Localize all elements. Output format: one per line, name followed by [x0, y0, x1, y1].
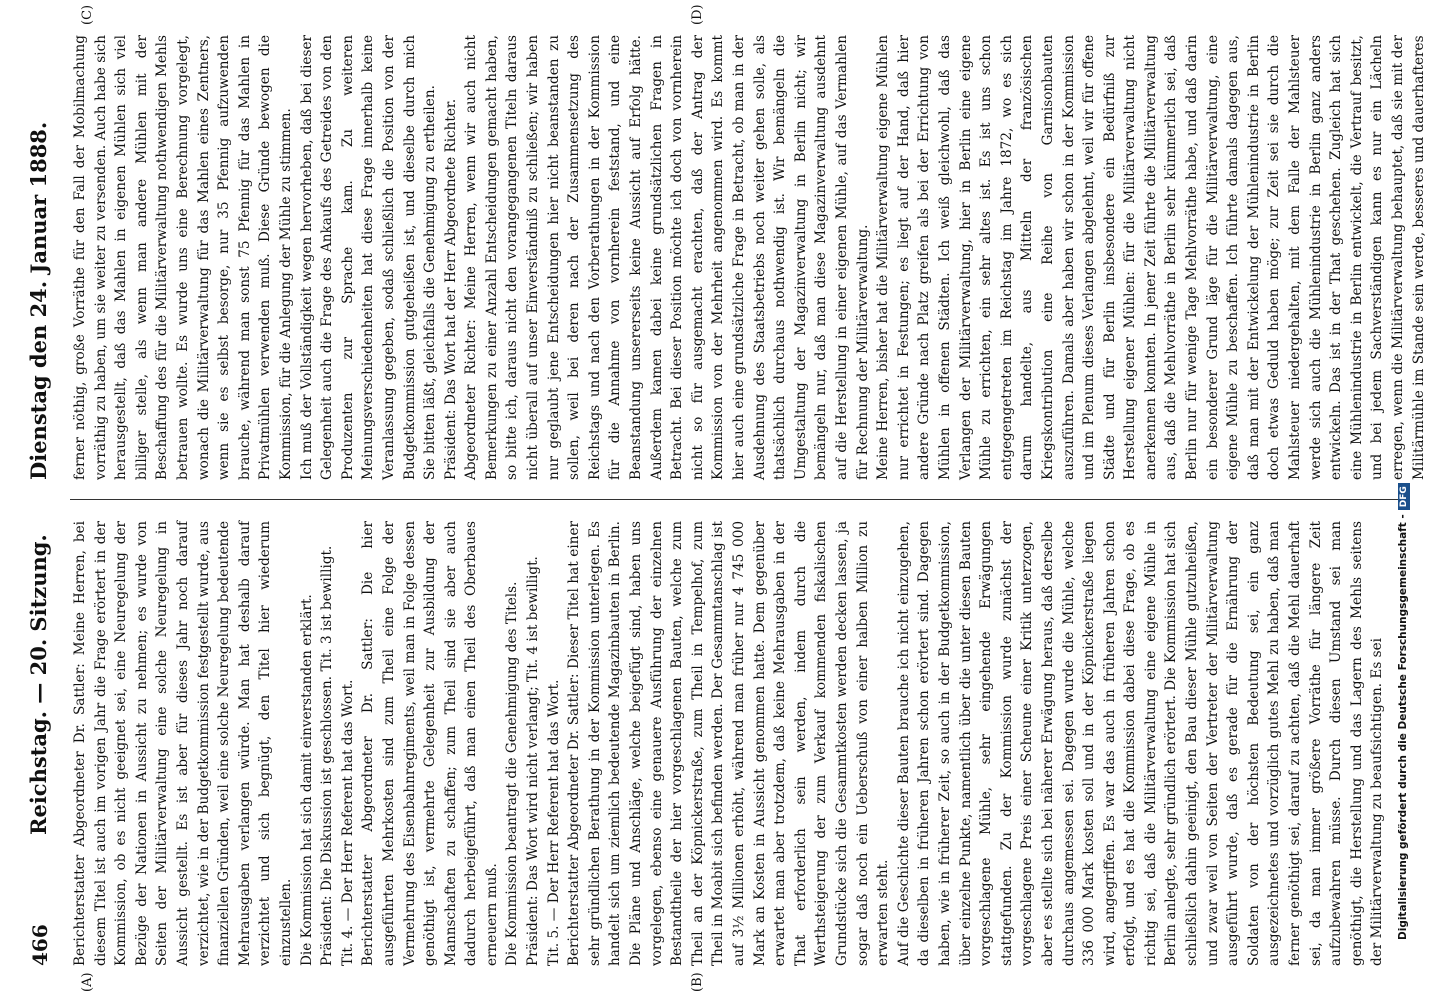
- page-header: [22, 0, 58, 1000]
- digitization-credit-text: Digitalisierung gefördert durch die Deutsche Forschungsgemeinschaft -: [1397, 514, 1409, 940]
- header-left-title: Reichstag. — 20. Sitzung.: [26, 534, 51, 835]
- column-divider: [70, 499, 1410, 500]
- margin-marker-b: (B): [690, 972, 705, 992]
- dfg-logo: DFG: [1398, 483, 1410, 510]
- page-number: 466: [28, 924, 52, 966]
- digitization-credit: [1397, 40, 1427, 940]
- margin-marker-c: (C): [80, 4, 95, 25]
- margin-marker-a: (A): [80, 972, 95, 992]
- text-column-left: Berichterstatter Abgeordneter Dr. Sattler: Meine Herren, bei diesem Titel ist auch im vorigen Jahr die Frage erörtert in der Kommission, ob es nicht geeignet sei, eine Neuregelung der Bezüge der Nationen in Aussicht zu nehmen; es wurde von Seiten der Militärverwaltung eine solche Neuregelung in Aussicht gestellt. Es ist aber für dieses Jahr noch darauf verzichtet, wie in der Budgetkommission festgestellt wurde, aus finanziellen Gründen, weil eine solche Neuregelung bedeutende Mehrausgaben verlangen würde. Man hat deshalb darauf verzichtet und sich begnügt, den Titel hier wiederum einzustellen. Die Kommission hat sich damit einverstanden erklärt. Präsident: Die Diskussion ist geschlossen. Tit. 3 ist bewilligt. Tit. 4. — Der Herr Referent hat das Wort. Berichterstatter Abgeordneter Dr. Sattler: Die hier ausgeführten Mehrkosten sind zum Theil eine Folge der Vermehrung des Eisenbahnregiments, weil man in Folge dessen genöthigt ist, vermehrte Gelegenheit zur Ausbildung der Mannschaften zu schaffen; zum Theil sind sie aber auch dadurch herbeigeführt, daß man einen Theil des Oberbaues erneuern muß. Die Kommission beantragt die Genehmigung des Titels. Präsident: Das Wort wird nicht verlangt; Tit. 4 ist bewilligt. Tit. 5. — Der Herr Referent hat das Wort. Berichterstatter Abgeordneter Dr. Sattler: Dieser Titel hat einer sehr gründlichen Berathung in der Kommission unterlegen. Es handelt sich um ziemlich bedeutende Magazinbauten in Berlin. Die Pläne und Anschläge, welche beigefügt sind, haben uns vorgelegen, ebenso eine genauere Ausführung der einzelnen Bestandtheile der hier vorgeschlagenen Bauten, welche zum Theil an der Köpnickerstraße, zum Theil in Tempelhof, zum Theil in Moabit sich befinden werden. Der Gesammtanschlag ist auf 3½ Millionen erhöht, während man früher nur 4 745 000 Mark an Kosten in Aussicht genommen hatte. Dem gegenüber erwartet man aber trotzdem, daß keine Mehrausgaben in der That erforderlich sein werden, indem durch die Werthsteigerung der zum Verkauf kommenden fiskalischen Grundstücke sich die Gesammtkosten werden decken lassen, ja sogar daß noch ein Ueberschuß von einer halben Million zu erwarten steht. Auf die Geschichte dieser Bauten brauche ich nicht einzugehen, da dieselben in früheren Jahren schon erörtert sind. Dagegen haben, wie in früherer Zeit, so auch in der Budgetkommission, über einzelne Punkte, namentlich über die unter diesen Bauten vorgeschlagene Mühle, sehr eingehende Erwägungen stattgefunden. Zu der Kommission wurde zunächst der vorgeschlagene Preis einer Scheune einer Kritik unterzogen, aber es stellte sich bei näherer Erwägung heraus, daß derselbe durchaus angemessen sei. Dagegen wurde die Mühle, welche 336 000 Mark kosten soll und in der Köpnickerstraße liegen wird, angegriffen. Es war das auch in früheren Jahren schon erfolgt, und es hat die Kommission dabei diese Frage, ob es richtig sei, daß die Militärverwaltung eine eigene Mühle in Berlin anlegte, sehr gründlich erörtert. Die Kommission hat sich schließlich dahin geeinigt, den Bau dieser Mühle gutzuheißen, und zwar weil von Seiten der Vertreter der Militärverwaltung ausgeführt wurde, daß es gerade für die Ernährung der Soldaten von der höchsten Bedeutung sei, ein ganz ausgezeichnetes und vorzüglich gutes Mehl zu haben, daß man ferner genöthigt sei, darauf zu achten, daß die Mehl dauerhaft sei, da man immer größere Vorräthe für längere Zeit aufzubewahren müsse. Durch diesen Umstand sei man genöthigt, die Herstellung und das Lagern des Mehls seitens der Militärverwaltung zu beaufsichtigen. Es sei: [72, 521, 1386, 966]
- text-column-right: ferner nöthig, große Vorräthe für den Fall der Mobilmachung vorräthig zu haben, um sie weiter zu versenden. Auch habe sich herausgestellt, daß das Mahlen in eigenen Mühlen sich viel billiger stelle, als wenn man andere Mühlen mit der Beschaffung des für die Militärverwaltung nothwendigen Mehls betrauen wollte. Es wurde uns eine Berechnung vorgelegt, wonach die Militärverwaltung für das Mahlen eines Zentners, wenn sie es selbst besorge, nur 35 Pfennig aufzuwenden brauche, während man sonst 75 Pfennig für das Mahlen in Privatmühlen verwenden muß. Diese Gründe bewogen die Kommission, für die Anlegung der Mühle zu stimmen. Ich muß der Vollständigkeit wegen hervorheben, daß bei dieser Gelegenheit auch die Frage des Ankaufs des Getreides von den Produzenten zur Sprache kam. Zu weiteren Meinungsverschiedenheiten hat diese Frage innerhalb keine Veranlassung gegeben, sodaß schließlich die Position von der Budgetkommission gutgeheißen ist, und dieselbe durch mich Sie bitten läßt, gleichfalls die Genehmigung zu ertheilen. Präsident: Das Wort hat der Herr Abgeordnete Richter. Abgeordneter Richter: Meine Herren, wenn wir auch nicht Bemerkungen zu einer Anzahl Entscheidungen gemacht haben, so bitte ich, daraus nicht den vorangegangenen Titeln daraus nicht überall auf unser Einverständniß zu schließen; wir haben nur geglaubt jene Entscheidungen hier nicht beanstanden zu sollen, weil bei deren nach der Zusammensetzung des Reichstags und nach den Vorberathungen in der Kommission für die Annahme von vornherein feststand, und eine Beanstandung unsererseits keine Aussicht auf Erfolg hätte. Außerdem kamen dabei keine grundsätzlichen Fragen in Betracht. Bei dieser Position möchte ich doch von vornherein nicht so für ausgemacht erachten, daß der Antrag der Kommission von der Mehrheit angenommen wird. Es kommt hier auch eine grundsätzliche Frage in Betracht, ob man in der Ausdehnung des Staatsbetriebs noch weiter gehen solle, als thatsächlich durchaus nothwendig ist. Wir bemängeln die Umgestaltung der Magazinverwaltung in Berlin nicht; wir bemängeln nur, daß man diese Magazinverwaltung ausdehnt auf die Herstellung in einer eigenen Mühle, auf das Vermahlen für Rechnung der Militärverwaltung. Meine Herren, bisher hat die Militärverwaltung eigene Mühlen nur errichtet in Festungen; es liegt auf der Hand, daß hier andere Gründe nach Platz greifen als bei der Errichtung von Mühlen in offenen Städten. Ich weiß gleichwohl, daß das Verlangen der Militärverwaltung, hier in Berlin eine eigene Mühle zu errichten, ein sehr altes ist. Es ist uns schon entgegengetreten im Reichstag im Jahre 1872, wo es sich darum handelte, aus Mitteln der französischen Kriegskontribution eine Reihe von Garnisonbauten auszuführen. Damals aber haben wir schon in der Kommission und im Plenum dieses Verlangen abgelehnt, weil wir für offene Städte und für Berlin insbesondere ein Bedürfniß zur Herstellung eigener Mühlen: für die Militärverwaltung nicht anerkennen konnten. In jener Zeit führte die Militärverwaltung aus, daß die Mehlvorräthe in Berlin sehr kümmerlich sei, daß Berlin nur für wenige Tage Mehlvorräthe habe, und daß darin ein besonderer Grund läge für die Militärverwaltung, eine eigene Mühle zu beschaffen. Ich führte damals dagegen aus, daß man mit der Entwickelung der Mühlenindustrie in Berlin doch etwas Geduld haben möge; zur Zeit sei sie durch die Mahlsteuer niedergehalten, mit dem Falle der Mahlsteuer werde sich auch die Mühlenindustrie in Berlin ganz anders entwickeln. Das ist in der That geschehen. Zugleich hat sich eine Mühlenindustrie in Berlin entwickelt, die Vertrauf besitzt, und bei jedem Sachverständigen kann es nur ein Lächeln erregen, wenn die Militärverwaltung behauptet, daß sie mit der Militärmühle im Stande sein werde, besseres und dauerhafteres: [72, 35, 1427, 480]
- margin-marker-d: (D): [690, 4, 705, 25]
- header-right-title: Dienstag den 24. Januar 1888.: [26, 121, 51, 480]
